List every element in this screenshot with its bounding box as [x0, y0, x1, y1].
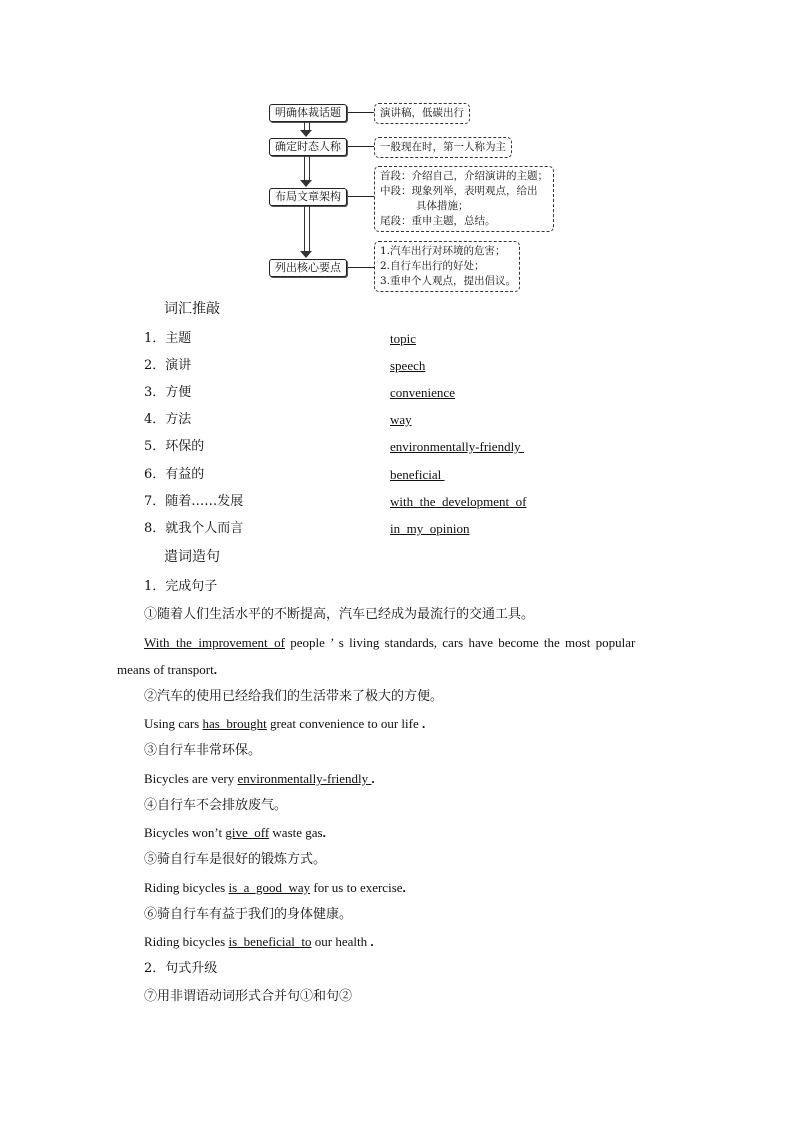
answer-blank: environmentally-friendly — [237, 771, 372, 786]
vocab-answer: speech — [390, 358, 426, 373]
sentence-4-english — [144, 824, 326, 842]
answer-blank: is_a_good_way — [228, 880, 311, 895]
sentence-2-chinese: ②汽车的使用已经给我们的生活带来了极大的方便。 — [144, 689, 444, 704]
answer-blank: has_brought — [202, 716, 267, 731]
flow-step-2: 确定时态人称 — [269, 138, 347, 156]
sentence-3-english — [144, 770, 375, 788]
sentence-text: great convenience to our life — [266, 716, 419, 731]
sentence-text: for us to exercise — [310, 880, 403, 895]
sentence-period: . — [213, 662, 218, 677]
sentence-1-chinese: ①随着人们生活水平的不断提高，汽车已经成为最流行的交通工具。 — [144, 607, 535, 622]
sentence-text: waste gas — [269, 825, 323, 840]
sentence-1-english — [144, 634, 635, 652]
vocab-item — [144, 411, 191, 429]
item-number: 6． — [144, 467, 166, 482]
down-arrow-icon — [304, 156, 310, 180]
sentence-6-english — [144, 933, 374, 951]
sentence-7-chinese: ⑦用非谓语动词形式合并句①和句② — [144, 989, 353, 1004]
flow-step-3: 布局文章架构 — [269, 188, 347, 206]
vocab-item — [144, 357, 191, 375]
vocab-item — [144, 330, 191, 348]
note-line: 2.自行车出行的好处； — [380, 260, 485, 272]
vocab-answer: convenience — [390, 385, 455, 400]
note-line: 3.重申个人观点，提出倡议。 — [380, 275, 517, 287]
sentence-period: . — [418, 716, 426, 731]
sentence-5-english — [144, 879, 406, 897]
sentence-period: . — [402, 880, 406, 895]
sentence-text: Riding bicycles — [144, 880, 229, 895]
flow-step-1: 明确体裁话题 — [269, 104, 347, 122]
sentence-text: Riding bicycles — [144, 934, 229, 949]
vocab-item — [144, 438, 204, 456]
sentences-heading: 遣词造句 — [164, 549, 220, 565]
item-number: 3． — [144, 385, 166, 400]
item-number: 1． — [144, 331, 166, 346]
sentence-text: means of transport — [117, 662, 214, 677]
note-line: 尾段：重申主题，总结。 — [380, 215, 496, 227]
sentence-period: . — [367, 934, 374, 949]
part2-heading: 2．句式升级 — [144, 961, 218, 976]
item-number: 7． — [144, 494, 166, 509]
flow-note-2: 一般现在时，第一人称为主 — [374, 137, 512, 158]
sentence-text: Using cars — [144, 716, 203, 731]
vocab-item — [144, 493, 243, 511]
vocab-item — [144, 520, 243, 538]
vocab-answer: environmentally-friendly — [390, 439, 524, 454]
vocab-answer: way — [390, 412, 412, 427]
vocab-answer: with_the_development_of — [390, 494, 527, 509]
note-line: 中段：现象列举，表明观点，给出 — [380, 185, 538, 197]
down-arrow-icon — [304, 206, 310, 251]
item-chinese: 随着……发展 — [165, 494, 244, 509]
item-number: 5． — [144, 439, 166, 454]
item-chinese: 就我个人而言 — [165, 521, 244, 536]
vocab-heading: 词汇推敲 — [164, 301, 220, 317]
part1-heading: 1．完成句子 — [144, 579, 218, 594]
vocab-answer: topic — [390, 331, 416, 346]
connector-line — [348, 146, 374, 147]
connector-line — [348, 267, 374, 268]
item-chinese: 演讲 — [165, 358, 192, 373]
connector-line — [348, 112, 374, 113]
arrow-head — [300, 180, 312, 187]
note-line: 首段：介绍自己，介绍演讲的主题； — [380, 170, 548, 182]
arrow-head — [300, 251, 312, 258]
vocab-answer: in_my_opinion — [390, 521, 470, 536]
answer-blank: give_off — [225, 825, 270, 840]
sentence-text: our health — [311, 934, 368, 949]
flow-note-4 — [374, 241, 520, 292]
item-chinese: 方便 — [165, 385, 192, 400]
sentence-5-chinese: ⑤骑自行车是很好的锻炼方式。 — [144, 852, 327, 867]
sentence-period: . — [371, 771, 375, 786]
sentence-4-chinese: ④自行车不会排放废气。 — [144, 798, 288, 813]
vocab-item — [144, 384, 191, 402]
answer-blank: With_the_improvement_of — [144, 635, 286, 650]
vocab-answer: beneficial — [390, 467, 445, 482]
item-number: 4． — [144, 412, 166, 427]
down-arrow-icon — [304, 122, 310, 130]
sentence-1-english-cont — [117, 661, 217, 679]
item-number: 8． — [144, 521, 166, 536]
sentence-2-english — [144, 715, 425, 733]
sentence-6-chinese: ⑥骑自行车有益于我们的身体健康。 — [144, 907, 353, 922]
item-chinese: 环保的 — [165, 439, 205, 454]
item-chinese: 有益的 — [165, 467, 205, 482]
sentence-period: . — [322, 825, 326, 840]
flow-note-3 — [374, 166, 554, 232]
note-line: 具体措施； — [416, 200, 469, 212]
sentence-text: people ’ s living standards, cars have become the most popular — [285, 635, 636, 650]
item-number: 2． — [144, 358, 166, 373]
sentence-text: Bicycles won’t — [144, 825, 226, 840]
item-chinese: 方法 — [165, 412, 192, 427]
item-chinese: 主题 — [165, 331, 192, 346]
flow-step-4: 列出核心要点 — [269, 259, 347, 277]
note-line: 1.汽车出行对环境的危害； — [380, 245, 506, 257]
arrow-head — [300, 130, 312, 137]
sentence-3-chinese: ③自行车非常环保。 — [144, 743, 262, 758]
flow-note-1: 演讲稿，低碳出行 — [374, 103, 470, 124]
answer-blank: is_beneficial_to — [228, 934, 312, 949]
connector-line — [348, 196, 374, 197]
vocab-item — [144, 466, 204, 484]
sentence-text: Bicycles are very — [144, 771, 238, 786]
